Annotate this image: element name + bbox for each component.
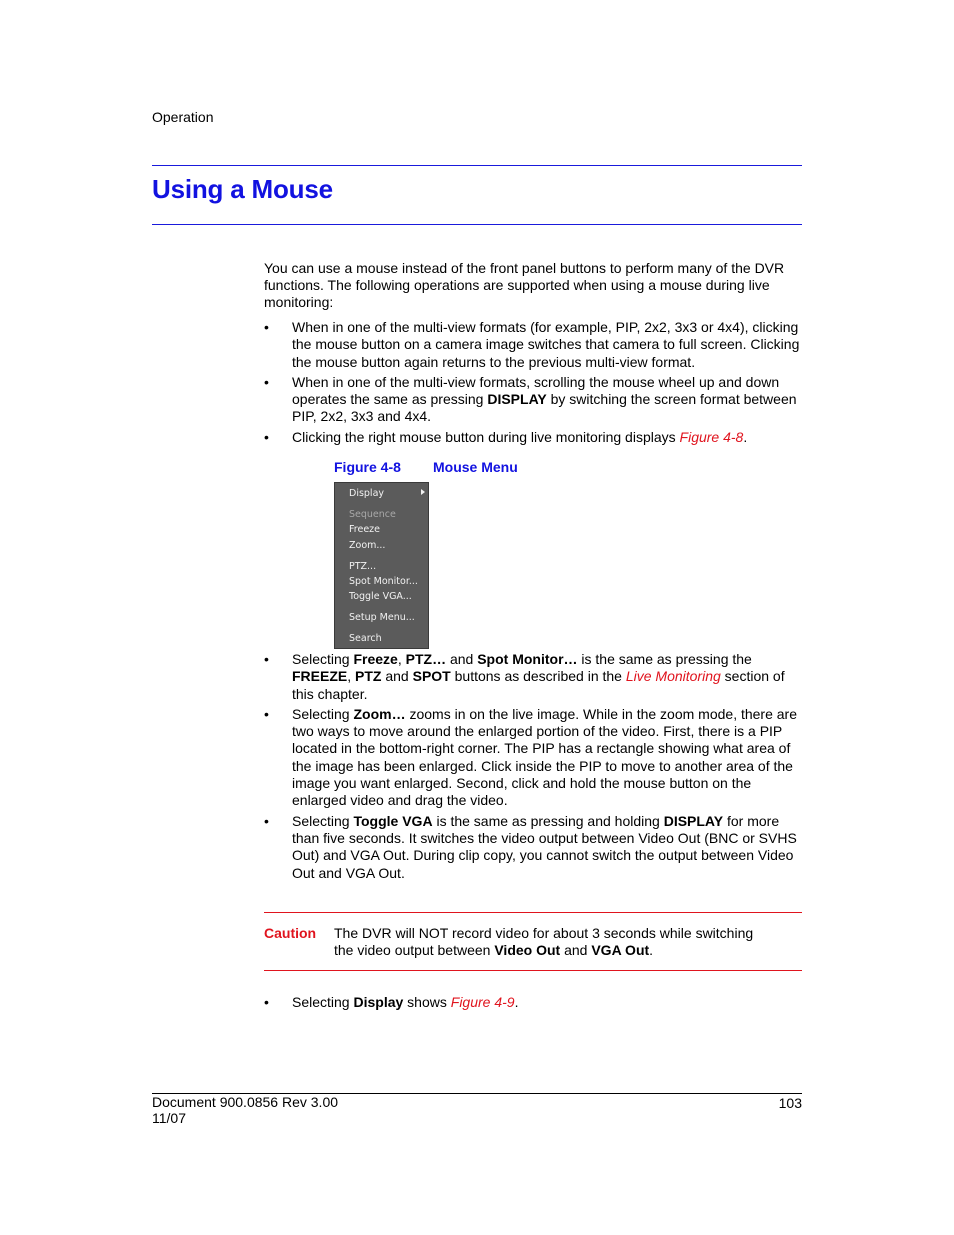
- bullet-text: Clicking the right mouse button during live monitoring displays: [292, 428, 680, 445]
- caution-rule-bottom: [264, 970, 802, 971]
- bullet-text: shows: [403, 994, 451, 1010]
- menu-item-display[interactable]: [349, 488, 384, 499]
- list-item: [264, 994, 804, 1011]
- caution-label: Caution: [264, 925, 317, 941]
- title-rule-top: [152, 165, 802, 166]
- menu-item-label: Display: [349, 488, 385, 499]
- bullet-glyph: •: [264, 812, 269, 829]
- bullet-text: by switching the screen format between PIP, 2x2, 3x3 and 4x4.: [292, 391, 797, 425]
- bullet-text: Selecting: [292, 705, 354, 722]
- bold-term: SPOT: [412, 668, 451, 685]
- bullet-text: ,: [397, 651, 406, 667]
- bold-term: PTZ…: [405, 651, 447, 667]
- bullet-glyph: •: [264, 994, 269, 1010]
- bullet-list-display: [264, 994, 804, 1011]
- submenu-arrow-icon: [421, 489, 425, 495]
- bullet-text: Selecting: [292, 651, 354, 667]
- caution-body: .: [649, 942, 654, 959]
- bold-term: Freeze: [353, 651, 398, 667]
- page-number: 103: [778, 1095, 802, 1111]
- bullet-text: and: [446, 651, 478, 667]
- menu-item-search[interactable]: Search: [349, 633, 382, 644]
- figure-number: Figure 4-8: [334, 459, 401, 475]
- menu-item-ptz[interactable]: PTZ...: [349, 561, 377, 572]
- bold-term: FREEZE: [292, 668, 348, 685]
- bullet-text: is the same as pressing and holding: [432, 812, 664, 829]
- bold-term: Spot Monitor…: [477, 651, 578, 667]
- bullet-text: zooms in on the live image. While in the zoom mode, there are two ways to move around the enlarged portion of the video. First, there is a PIP located in the bottom-right corner. The PIP has a rectangle showing what area of the image has been enlarged. Click inside the PIP to move to another area of the image you want enlarged. Second, click and hold the mouse button on the enlarged video and drag the video.: [292, 705, 798, 809]
- caution-body: The DVR will NOT record video for about 3 seconds while switching the video output between: [334, 925, 754, 959]
- bullet-text: .: [514, 994, 519, 1010]
- bullet-text: .: [743, 428, 748, 445]
- figure-caption: [334, 459, 518, 475]
- bullet-text: section of this chapter.: [292, 668, 785, 702]
- list-item: [264, 319, 804, 371]
- footer-document-info: [152, 1095, 338, 1126]
- bold-term: Zoom…: [353, 705, 406, 722]
- footer-date: 11/07: [152, 1109, 186, 1126]
- bullet-text: Selecting: [292, 812, 354, 829]
- figure-title: Mouse Menu: [433, 459, 518, 475]
- page-title: Using a Mouse: [152, 174, 333, 204]
- caution-text: [334, 925, 774, 959]
- menu-item-toggle-vga[interactable]: Toggle VGA...: [349, 591, 412, 602]
- bold-term: DISPLAY: [487, 391, 547, 408]
- bullet-text: ,: [347, 668, 356, 685]
- menu-item-spot-monitor[interactable]: Spot Monitor...: [349, 576, 418, 587]
- caution-body: and: [560, 942, 592, 959]
- bullet-list-menu-items: [264, 651, 804, 885]
- bullet-text: When in one of the multi-view formats, scrolling the mouse wheel up and down operates the same as pressing: [292, 373, 780, 408]
- figure-link[interactable]: Figure 4-8: [679, 428, 744, 445]
- bullet-text: Selecting: [292, 994, 354, 1010]
- list-item: [264, 651, 804, 703]
- list-item: [264, 813, 804, 882]
- bold-term: Display: [353, 994, 404, 1010]
- bullet-glyph: •: [264, 705, 269, 722]
- section-link[interactable]: Live Monitoring: [625, 668, 721, 685]
- bullet-glyph: •: [264, 651, 269, 667]
- bullet-glyph: •: [264, 373, 269, 390]
- bold-term: PTZ: [355, 668, 382, 685]
- bullet-text: is the same as pressing the: [577, 651, 752, 667]
- menu-item-freeze[interactable]: Freeze: [349, 524, 380, 535]
- intro-paragraph: You can use a mouse instead of the front panel buttons to perform many of the DVR functions. The following operations are supported when using a mouse during live monitoring:: [264, 260, 785, 311]
- bullet-text: for more than five seconds. It switches the video output between Video Out (BNC or SVHS Out) and VGA Out. During clip copy, you cannot switch the output between Video Out and VGA Out.: [292, 812, 797, 881]
- bullet-text: buttons as described in the: [450, 668, 626, 685]
- bold-term: VGA Out: [591, 942, 650, 959]
- list-item: [264, 706, 804, 810]
- menu-item-sequence: Sequence: [349, 509, 396, 520]
- bullet-glyph: •: [264, 428, 269, 445]
- running-header: Operation: [152, 109, 214, 125]
- list-item: [264, 374, 804, 426]
- title-rule-bottom: [152, 224, 802, 225]
- bold-term: Toggle VGA: [353, 812, 433, 829]
- bullet-list-operations: [264, 319, 804, 449]
- list-item: [264, 429, 804, 446]
- bullet-text: When in one of the multi-view formats (for example, PIP, 2x2, 3x3 or 4x4), clicking the mouse button on a camera image switches that camera to full screen. Clicking the mouse button again returns to the previous multi-view format.: [292, 319, 800, 370]
- figure-link[interactable]: Figure 4-9: [450, 994, 515, 1010]
- footer-document-number: Document 900.0856 Rev 3.00: [152, 1094, 339, 1110]
- caution-rule-top: [264, 912, 802, 913]
- menu-item-zoom[interactable]: Zoom...: [349, 540, 386, 551]
- bullet-text: and: [381, 668, 413, 685]
- menu-item-setup-menu[interactable]: Setup Menu...: [349, 612, 415, 623]
- bold-term: Video Out: [494, 942, 561, 959]
- bullet-glyph: •: [264, 319, 269, 335]
- bold-term: DISPLAY: [663, 812, 724, 829]
- mouse-menu-screenshot: [334, 482, 429, 649]
